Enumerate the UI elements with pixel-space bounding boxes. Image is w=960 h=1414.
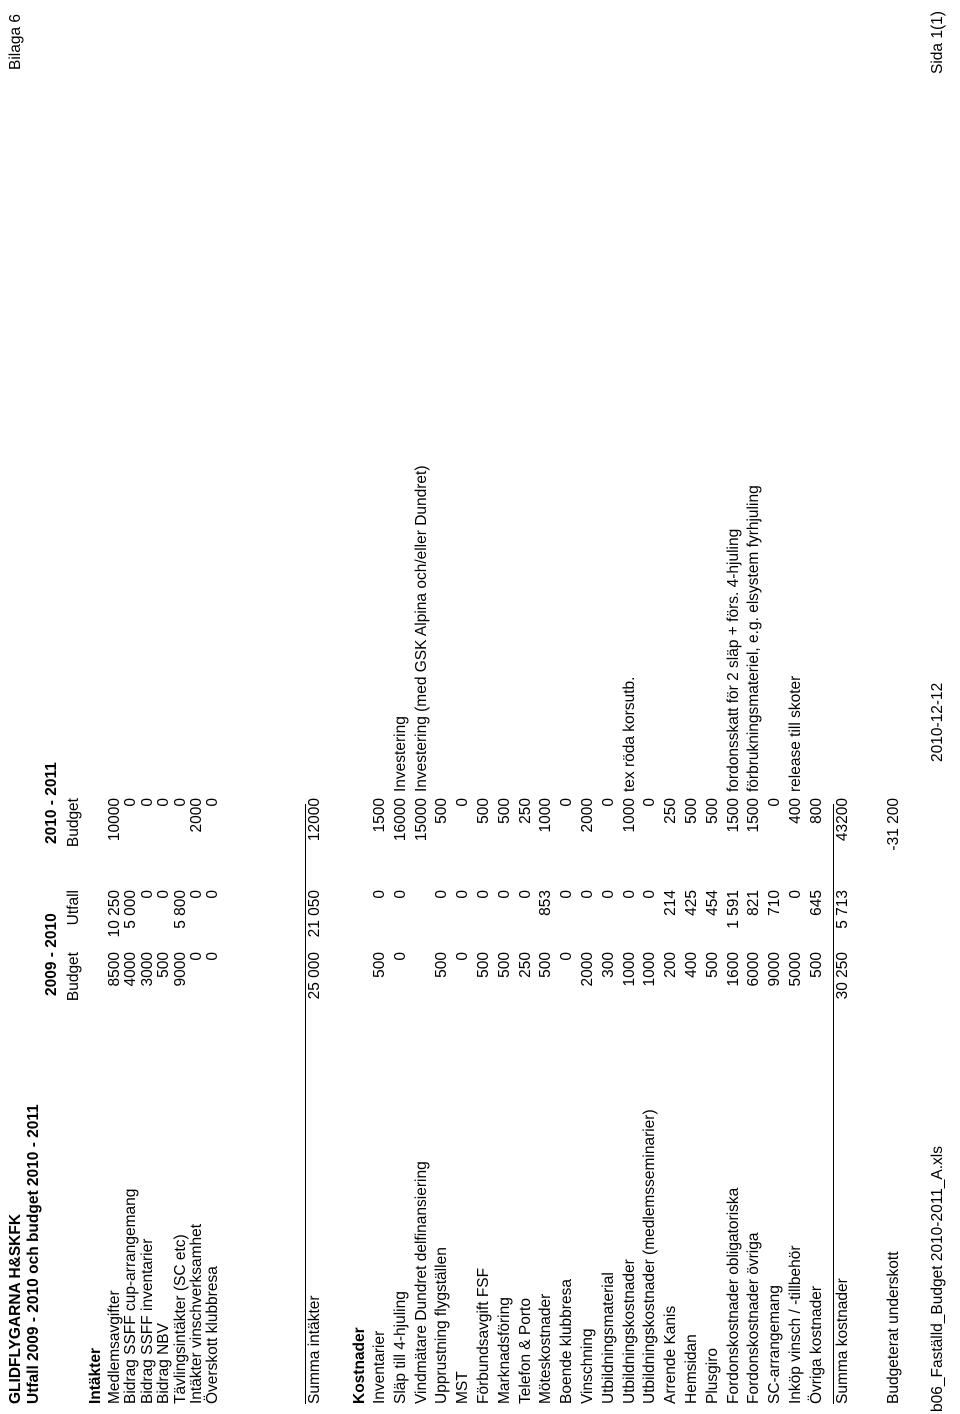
costs-row-label: Utbildningskostnader (medlemsseminarier) — [641, 1109, 659, 1404]
costs-heading: Kostnader — [351, 1327, 368, 1404]
income-row-budget: 8500 — [106, 952, 123, 987]
costs-row-outcome: 214 — [662, 890, 680, 916]
costs-row-label: Plusgiro — [703, 1348, 721, 1404]
costs-row-budget: 0 — [558, 952, 576, 961]
costs-row-budget-next: 500 — [495, 798, 513, 824]
income-row-budget: 500 — [155, 952, 173, 978]
income-row-budget: 9000 — [171, 952, 189, 987]
costs-total-budget-next: 43200 — [834, 798, 851, 842]
period1-header: 2009 - 2010 — [43, 913, 60, 996]
costs-row-outcome: 0 — [516, 890, 534, 899]
income-total-budget-next: 12000 — [306, 798, 323, 842]
costs-row-budget-next: 0 — [454, 798, 472, 807]
costs-row-outcome: 425 — [683, 890, 700, 916]
income-row-budget: 0 — [188, 952, 205, 961]
income-row-label: Överskott klubbresa — [204, 1266, 222, 1404]
costs-row-budget: 300 — [599, 952, 617, 978]
costs-row-budget: 5000 — [787, 952, 804, 987]
costs-row-label: Upprustning flygställen — [433, 1247, 451, 1404]
costs-row-budget-next: 500 — [433, 798, 451, 824]
costs-row-budget: 0 — [391, 952, 409, 961]
costs-row-outcome: 0 — [599, 890, 617, 899]
costs-row-label: Arrende Kanis — [662, 1305, 680, 1404]
result-value: -31 200 — [885, 798, 902, 851]
period2-header: 2010 - 2011 — [43, 762, 60, 844]
income-row-outcome: 0 — [155, 890, 173, 899]
costs-row-comment: tex röda korsutb. — [620, 676, 638, 792]
costs-row-budget: 9000 — [766, 952, 784, 987]
costs-row-outcome: 821 — [745, 890, 763, 916]
costs-row-budget-next: 500 — [683, 798, 700, 824]
costs-row-outcome: 0 — [433, 890, 451, 899]
costs-row-label: Marknadsföring — [495, 1297, 513, 1404]
income-row-budget-next: 0 — [138, 798, 156, 807]
costs-row-budget: 400 — [683, 952, 700, 978]
costs-row-budget-next: 2000 — [579, 798, 596, 833]
costs-row-budget-next: 0 — [766, 798, 784, 807]
costs-row-outcome: 0 — [579, 890, 596, 899]
costs-row-outcome: 0 — [454, 890, 472, 899]
income-total-budget: 25 000 — [306, 952, 323, 1000]
costs-row-comment: Investering — [391, 716, 409, 792]
income-row-label: Tävlingsintäkter (SC etc) — [171, 1234, 189, 1404]
costs-row-budget-next: 1500 — [724, 798, 742, 833]
costs-row-budget-next: 15000 — [412, 798, 430, 842]
costs-row-outcome: 0 — [641, 890, 659, 899]
result-label: Budgeterat underskott — [885, 1251, 902, 1404]
costs-row-label: Inköp vinsch / -tillbehör — [787, 1245, 804, 1404]
costs-row-label: Möteskostnader — [537, 1293, 555, 1404]
costs-row-outcome: 0 — [495, 890, 513, 899]
costs-row-label: Vinschning — [579, 1328, 596, 1404]
income-total-outcome: 21 050 — [306, 890, 323, 938]
costs-row-budget-next: 1500 — [745, 798, 763, 833]
income-row-outcome: 0 — [188, 890, 205, 899]
org-title: GLIDFLYGARNA H&SKFK — [7, 1213, 24, 1404]
costs-total-label: Summa kostnader — [834, 1278, 851, 1404]
costs-row-budget-next: 250 — [662, 798, 680, 824]
costs-row-budget-next: 1500 — [371, 798, 388, 833]
costs-row-budget: 6000 — [745, 952, 763, 987]
costs-row-budget-next: 500 — [475, 798, 492, 824]
income-row-label: Medlemsavgifter — [106, 1290, 123, 1404]
costs-row-budget-next: 0 — [641, 798, 659, 807]
outcome-column-header: Utfall — [65, 890, 82, 926]
costs-row-label: Fordonskostnader övriga — [745, 1232, 763, 1404]
costs-row-outcome: 1 591 — [724, 890, 742, 929]
costs-row-budget: 500 — [703, 952, 721, 978]
costs-row-outcome: 0 — [391, 890, 409, 899]
costs-row-budget-next: 1000 — [537, 798, 555, 833]
income-row-outcome: 0 — [204, 890, 222, 899]
income-row-outcome: 10 250 — [106, 890, 123, 938]
costs-row-outcome: 0 — [620, 890, 638, 899]
costs-row-budget-next: 800 — [807, 798, 825, 824]
budget-column-header: Budget — [65, 952, 82, 1002]
costs-row-budget: 1000 — [620, 952, 638, 987]
costs-row-outcome: 0 — [475, 890, 492, 899]
costs-row-label: Släp till 4-hjuling — [391, 1291, 409, 1404]
attachment-label: Bilaga 6 — [7, 13, 24, 70]
income-row-label: Bidrag NBV — [155, 1323, 173, 1404]
income-row-outcome: 5 000 — [122, 890, 140, 929]
costs-row-budget: 1600 — [724, 952, 742, 987]
income-row-budget-next: 2000 — [188, 798, 205, 833]
costs-row-label: SC-arrangemang — [766, 1285, 784, 1404]
costs-row-label: Inventarier — [371, 1330, 388, 1404]
income-row-budget-next: 0 — [155, 798, 173, 807]
costs-row-budget: 500 — [537, 952, 555, 978]
income-heading: Intäkter — [87, 1348, 104, 1404]
costs-row-outcome: 853 — [537, 890, 555, 916]
costs-row-budget: 500 — [495, 952, 513, 978]
costs-row-budget-next: 16000 — [391, 798, 409, 842]
costs-row-budget: 2000 — [579, 952, 596, 987]
costs-row-budget-next: 0 — [599, 798, 617, 807]
income-row-budget-next: 0 — [204, 798, 222, 807]
costs-row-label: Övriga kostnader — [807, 1285, 825, 1404]
costs-row-outcome: 645 — [807, 890, 825, 916]
costs-row-label: Vindmätare Dundret delfinansiering — [412, 1161, 430, 1404]
income-row-label: Bidrag SSFF inventarier — [138, 1238, 156, 1404]
income-row-budget: 3000 — [138, 952, 156, 987]
costs-row-budget-next: 500 — [703, 798, 721, 824]
costs-row-budget: 1000 — [641, 952, 659, 987]
costs-row-label: Telefon & Porto — [516, 1298, 534, 1404]
income-total-label: Summa intäkter — [306, 1295, 323, 1404]
footer-filename: b06_Faställd_Budget 2010-2011_A.xls — [929, 1146, 946, 1412]
costs-row-budget-next: 250 — [516, 798, 534, 824]
income-row-label: Bidrag SSFF cup-arrangemang — [122, 1188, 140, 1404]
income-row-budget: 4000 — [122, 952, 140, 987]
costs-row-label: Förbundsavgift FSF — [475, 1267, 492, 1404]
costs-total-outcome: 5 713 — [834, 890, 851, 929]
costs-row-outcome: 0 — [371, 890, 388, 899]
costs-row-outcome: 0 — [787, 890, 804, 899]
income-row-budget-next: 0 — [122, 798, 140, 807]
costs-row-label: Utbildningskostnader — [620, 1259, 638, 1404]
income-row-outcome: 5 800 — [171, 890, 189, 929]
costs-row-budget: 500 — [807, 952, 825, 978]
costs-row-budget: 500 — [433, 952, 451, 978]
costs-row-budget-next: 1000 — [620, 798, 638, 833]
costs-row-budget: 0 — [454, 952, 472, 961]
income-row-budget: 0 — [204, 952, 222, 961]
costs-total-budget: 30 250 — [834, 952, 851, 1000]
income-row-budget-next: 0 — [171, 798, 189, 807]
costs-row-outcome: 454 — [703, 890, 721, 916]
costs-row-comment: förbrukningsmateriel, e.g. elsystem fyrhjuling — [745, 485, 763, 792]
costs-row-comment: release till skoter — [787, 675, 804, 792]
costs-row-budget: 500 — [371, 952, 388, 978]
costs-row-label: Hemsidan — [683, 1334, 700, 1404]
income-row-budget-next: 10000 — [106, 798, 123, 842]
costs-row-budget: 200 — [662, 952, 680, 978]
costs-row-budget: 500 — [475, 952, 492, 978]
costs-row-label: MST — [454, 1371, 472, 1404]
costs-row-budget-next: 0 — [558, 798, 576, 807]
budget-next-column-header: Budget — [65, 798, 82, 848]
costs-row-label: Boende klubbresa — [558, 1279, 576, 1404]
costs-row-budget: 250 — [516, 952, 534, 978]
footer-date: 2010-12-12 — [929, 682, 946, 762]
costs-row-comment: Investering (med GSK Alpina och/eller Dundret) — [412, 465, 430, 792]
document-subtitle: Utfall 2009 - 2010 och budget 2010 - 2011 — [25, 1104, 42, 1404]
costs-row-label: Fordonskostnader obligatoriska — [724, 1187, 742, 1404]
income-row-label: Intäkter vinschverksamhet — [188, 1223, 205, 1404]
income-row-outcome: 0 — [138, 890, 156, 899]
costs-row-outcome: 710 — [766, 890, 784, 916]
costs-row-comment: fordonsskatt för 2 släp + förs. 4-hjuling — [724, 528, 742, 792]
footer-page: Sida 1(1) — [929, 11, 946, 74]
costs-row-budget-next: 400 — [787, 798, 804, 824]
costs-row-label: Utbildningsmaterial — [599, 1272, 617, 1404]
costs-row-outcome: 0 — [558, 890, 576, 899]
